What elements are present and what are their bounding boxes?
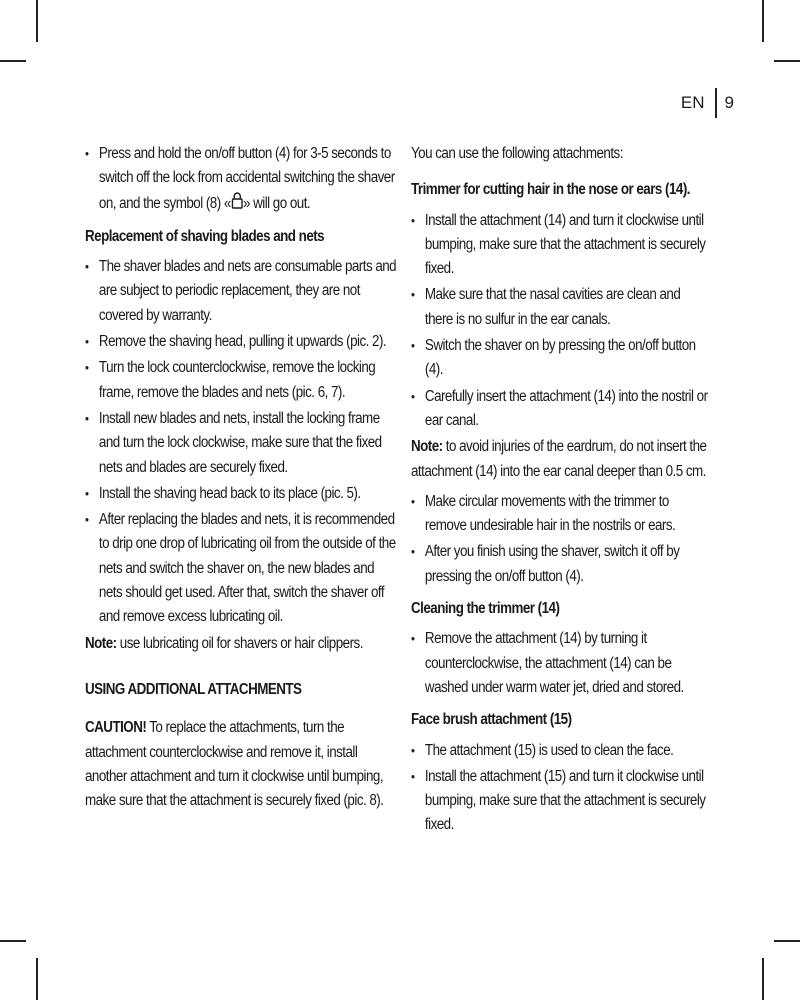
list-item: • Install new blades and nets, install the locking frame and turn the lock clockwise, make sure that the fixed nets and blades are securely fixed. bbox=[85, 407, 400, 480]
note-text: to avoid injuries of the eardrum, do not insert the attachment (14) into the ear canal deeper than 0.5 cm. bbox=[411, 438, 707, 480]
list-item: • Install the attachment (14) and turn it clockwise until bumping, make sure that the attachment is securely fixed. bbox=[411, 209, 709, 282]
trimmer-heading: Trimmer for cutting hair in the nose or ears (14). bbox=[411, 181, 690, 199]
crop-mark bbox=[0, 940, 26, 942]
list-item: • Make circular movements with the trimmer to remove undesirable hair in the nostrils or ears. bbox=[411, 490, 709, 539]
list-item: • Remove the attachment (14) by turning it counterclockwise, the attachment (14) can be washed under warm water jet, dried and stored. bbox=[411, 627, 709, 700]
list-item-text: Press and hold the on/off button (4) for 3-5 seconds to switch off the lock from accidental switching the shaver on, and the symbol (8) « bbox=[98, 145, 395, 212]
crop-mark bbox=[762, 0, 764, 42]
cleaning-heading: Cleaning the trimmer (14) bbox=[411, 600, 560, 618]
list-item: • Turn the lock counterclockwise, remove the locking frame, remove the blades and nets (pic. 6, 7). bbox=[85, 356, 400, 405]
face-brush-list bbox=[411, 739, 709, 838]
list-item: • Carefully insert the attachment (14) into the nostril or ear canal. bbox=[411, 385, 709, 434]
replacement-heading: Replacement of shaving blades and nets bbox=[85, 227, 325, 245]
crop-mark bbox=[774, 940, 800, 942]
caution-text: To replace the attachments, turn the attachment counterclockwise and remove it, install another attachment and turn it clockwise until bumping, make sure that the attachment is securely fixed (pic. 8). bbox=[85, 719, 384, 810]
lock-icon bbox=[231, 191, 243, 217]
cleaning-list bbox=[411, 627, 709, 700]
section-title: USING ADDITIONAL ATTACHMENTS bbox=[85, 680, 302, 698]
crop-mark bbox=[36, 958, 38, 1000]
language-label: EN bbox=[680, 93, 705, 112]
list-item: • After you finish using the shaver, switch it off by pressing the on/off button (4). bbox=[411, 540, 709, 589]
caution-label: CAUTION! bbox=[85, 719, 147, 737]
caution bbox=[85, 716, 400, 813]
replacement-list bbox=[85, 255, 400, 629]
list-item: • Switch the shaver on by pressing the on/off button (4). bbox=[411, 334, 709, 383]
crop-mark bbox=[36, 0, 38, 42]
trimmer-list bbox=[411, 209, 709, 434]
page-number: 9 bbox=[724, 93, 734, 112]
list-item: • The shaver blades and nets are consumable parts and are subject to periodic replacement, they are not covered by warranty. bbox=[85, 255, 400, 328]
face-brush-heading: Face brush attachment (15) bbox=[411, 711, 572, 729]
intro-list bbox=[85, 142, 400, 217]
list-item: • The attachment (15) is used to clean the face. bbox=[411, 739, 709, 763]
attachments-intro: You can use the following attachments: bbox=[411, 145, 623, 162]
list-item bbox=[85, 142, 400, 217]
crop-mark bbox=[774, 60, 800, 62]
note bbox=[85, 632, 400, 656]
list-item: • Make sure that the nasal cavities are clean and there is no sulfur in the ear canals. bbox=[411, 283, 709, 332]
note-text: use lubricating oil for shavers or hair clippers. bbox=[116, 634, 363, 652]
list-item: • After replacing the blades and nets, it is recommended to drip one drop of lubricating oil from the outside of the nets and switch the shaver on, the new blades and nets should get used. After that, switch the shaver off and remove excess lubricating oil. bbox=[85, 508, 400, 629]
list-item-text: » will go out. bbox=[242, 194, 311, 212]
list-item: • Remove the shaving head, pulling it upwards (pic. 2). bbox=[85, 330, 400, 354]
trimmer-list bbox=[411, 490, 709, 589]
crop-mark bbox=[0, 60, 26, 62]
page-header bbox=[681, 88, 734, 118]
left-column bbox=[85, 142, 400, 813]
list-item: • Install the attachment (15) and turn it clockwise until bumping, make sure that the attachment is securely fixed. bbox=[411, 765, 709, 838]
note bbox=[411, 435, 709, 484]
right-column bbox=[411, 142, 709, 840]
crop-mark bbox=[762, 958, 764, 1000]
list-item: • Install the shaving head back to its place (pic. 5). bbox=[85, 482, 400, 506]
note-label: Note: bbox=[85, 634, 117, 652]
note-label: Note: bbox=[411, 438, 443, 456]
